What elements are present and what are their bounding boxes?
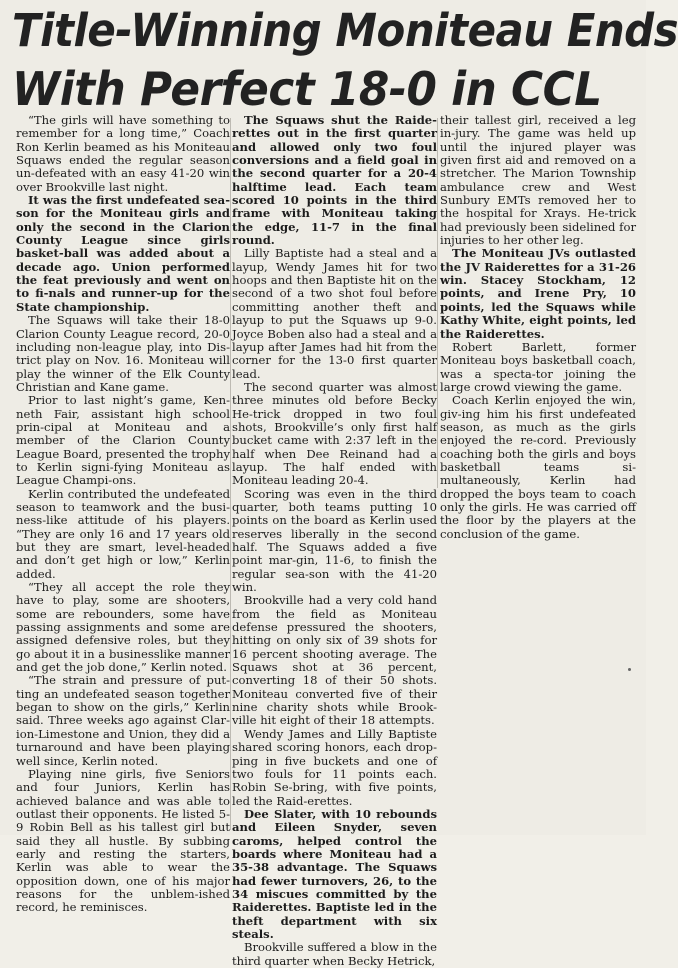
article-paragraph: Playing nine girls, five Seniors and four Juniors, Kerlin has achieved balance and was able to outlast their opponents. He listed 5-9 Robin Bell as his tallest girl but said they all hustle. By subbing early and resting the starters, Kerlin was able to wear the opposition down, one of his major reasons for the unblem-ished record, he reminisces.: [16, 766, 230, 915]
article-paragraph: Wendy James and Lilly Baptiste shared scoring honors, each drop-ping in five buckets and one of two fouls for 11 points each. Robin Se-bring, with five points, led the Raid-erettes.: [232, 726, 437, 808]
column-divider-2: [437, 118, 438, 488]
article-paragraph: The Squaws shut the Raide-rettes out in the first quarter and allowed only two foul conversions and a field goal in the second quarter for a 20-4 halftime lead. Each team scored 10 points in the third frame with Moniteau taking the edge, 11-7 in the final round.: [232, 113, 437, 248]
article-paragraph: Coach Kerlin enjoyed the win, giv-ing him his first undefeated season, as much as the girls enjoyed the re-cord. Previously coaching both the girls and boys basketball teams si-multaneously, Kerlin had dropped the boys team to coach only the girls. He was carried off the floor by the players at the conclusion of the game.: [440, 393, 636, 541]
article-column-2: [232, 113, 437, 968]
article-paragraph: “They all accept the role they have to play, some are shooters, some are rebounders, some have passing assignments and some are assigned defensive roles, but they go about it in a businesslike manner and get the job done,” Kerlin noted.: [16, 580, 230, 675]
headline: [12, 2, 678, 118]
article-paragraph: Brookville suffered a blow in the third quarter when Becky Hetrick,: [232, 940, 437, 968]
article-paragraph: The second quarter was almost three minutes old before Becky He-trick dropped in two foul shots, Brookville’s only first half bucket came with 2:37 left in the half when Dee Reinand had a layup. The half ended with Moniteau leading 20-4.: [232, 379, 437, 488]
article-paragraph: Robert Barlett, former Moniteau boys basketball coach, was a specta-tor joining the large crowd viewing the game.: [440, 339, 636, 394]
print-speck: [628, 668, 631, 671]
article-paragraph: Scoring was even in the third quarter, both teams putting 10 points on the board as Kerlin used reserves liberally in the second half. The Squaws added a five point mar-gin, 11-6, to finish the regular sea-son with the 41-20 win.: [232, 486, 437, 595]
column-divider-1: [230, 118, 231, 830]
article-paragraph: Dee Slater, with 10 rebounds and Eileen Snyder, seven caroms, helped control the boards where Moniteau had a 35-38 advantage. The Squaws had fewer turnovers, 26, to the 34 miscues committed by the Raiderettes. Baptiste led in the theft department with six steals.: [232, 806, 437, 941]
article-paragraph: Lilly Baptiste had a steal and a layup, Wendy James hit for two hoops and then Baptiste hit on the second of a two shot foul before committing another theft and layup to put the Squaws up 9-0. Joyce Boben also had a steal and a layup after James had hit from the corner for the 13-0 first quarter lead.: [232, 246, 437, 381]
article-paragraph: Kerlin contributed the undefeated season to teamwork and the busi-ness-like attitude of his players. “They are only 16 and 17 years old but they are smart, level-headed and don’t get high or low,” Kerlin added.: [16, 486, 230, 581]
article-paragraph: Brookville had a very cold hand from the field as Moniteau defense pressured the shooters, hitting on only six of 39 shots for 16 percent shooting average. The Squaws shot at 36 percent, converting 18 of their 50 shots. Moniteau converted five of their nine charity shots while Brook-ville hit eight of their 18 attempts.: [232, 593, 437, 728]
article-paragraph: The Squaws will take their 18-0 Clarion County League record, 20-0 including non-league play, into Dis-trict play on Nov. 16. Moniteau will play the winner of the Elk County Christian and Kane game.: [16, 313, 230, 394]
article-paragraph: their tallest girl, received a leg in-jury. The game was held up until the injured player was given first aid and removed on a stretcher. The Marion Township ambulance crew and West Sunbury EMTs removed her to the hospital for Xrays. He-trick had previously been sidelined for injuries to her other leg.: [440, 113, 636, 248]
article-paragraph: The Moniteau JVs outlasted the JV Raiderettes for a 31-26 win. Stacey Stockham, 12 points, and Irene Pry, 10 points, led the Squaws while Kathy White, eight points, led the Raiderettes.: [440, 246, 636, 341]
headline-line-1: Title-Winning Moniteau Ends: [12, 4, 678, 57]
article-paragraph: “The strain and pressure of put-ting an undefeated season together began to show on the girls,” Kerlin said. Three weeks ago against Clar-ion-Limestone and Union, they did a turnaround and have been playing well since, Kerlin noted.: [16, 673, 230, 768]
article-column-3: [440, 113, 636, 541]
article-paragraph: It was the first undefeated sea-son for the Moniteau girls and only the second in the Clarion County League since girls basket-ball was added about a decade ago. Union performed the feat previously and went on to fi-nals and runner-up for the State championship.: [16, 193, 230, 314]
headline-line-2: With Perfect 18-0 in CCL: [12, 62, 602, 116]
article-paragraph: Prior to last night’s game, Ken-neth Fair, assistant high school prin-cipal at Moniteau and a member of the Clarion County League Board, presented the trophy to Kerlin signi-fying Moniteau as League Champi-ons.: [16, 393, 230, 488]
article-column-1: [16, 113, 230, 915]
article-paragraph: “The girls will have something to remember for a long time,” Coach Ron Kerlin beamed as his Moniteau Squaws ended the regular season un-defeated with an easy 41-20 win over Brookville last night.: [16, 113, 230, 194]
